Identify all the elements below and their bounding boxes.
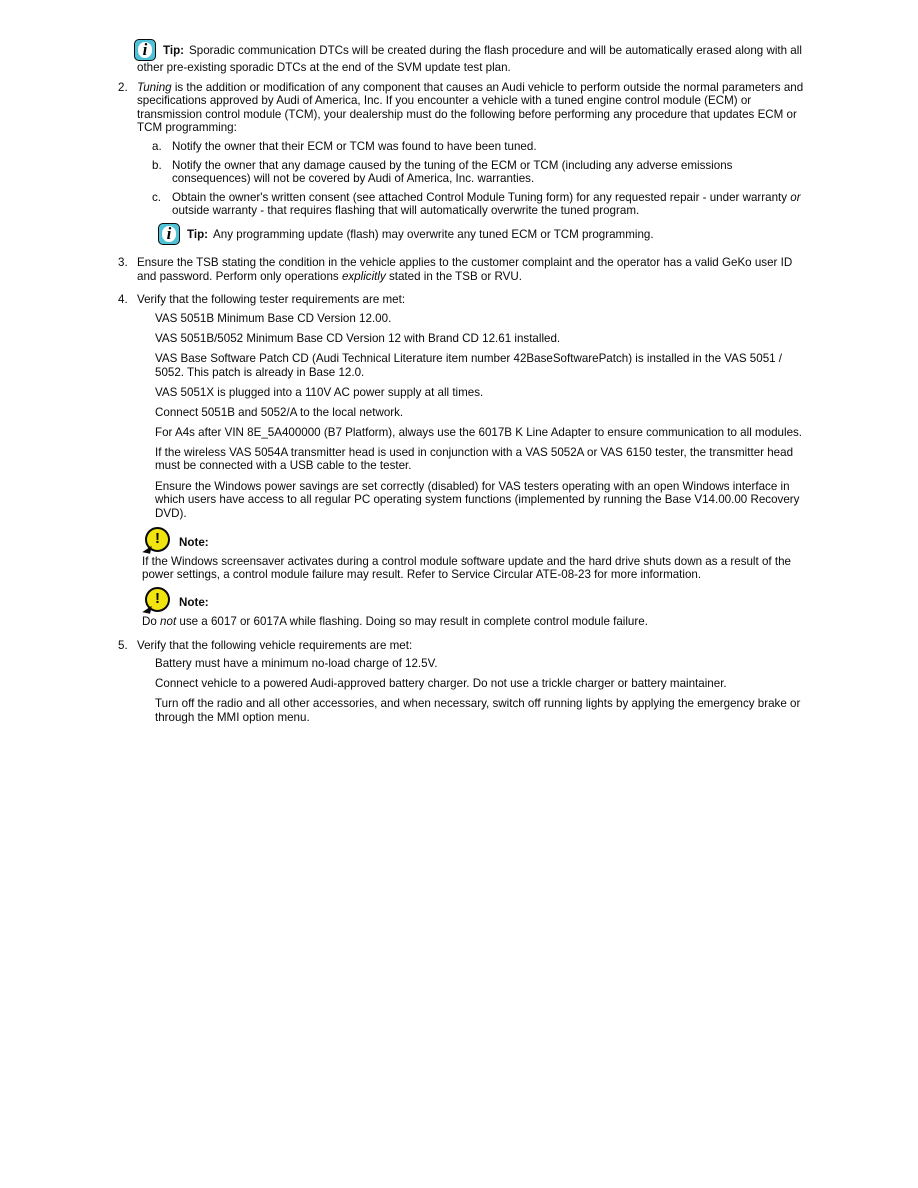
bullet-text: VAS 5051X is plugged into a 110V AC power supply at all times.: [155, 385, 484, 399]
bullet-text: VAS Base Software Patch CD (Audi Technical Literature item number 42BaseSoftwarePatch) is installed in the VAS 5051 / 5052. This patch is already in Base 12.0.: [155, 351, 783, 379]
item-number: 3.: [118, 255, 128, 269]
tip-label: Tip:: [187, 227, 209, 241]
item-text-segment: stated in the TSB or RVU.: [385, 269, 522, 283]
note-text-segment: Do: [142, 615, 161, 629]
bullet-item: [142, 480, 808, 521]
bullet-text: VAS 5051B/5052 Minimum Base CD Version 12 with Brand CD 12.61 installed.: [155, 331, 561, 345]
bullet-icon: [142, 406, 155, 420]
sub-item-b: [152, 159, 808, 186]
bullet-text: VAS 5051B Minimum Base CD Version 12.00.: [155, 311, 392, 325]
tip-text: Sporadic communication DTCs will be created during the flash procedure and will be automatically erased along with all other pre-existing sporadic DTCs at the end of the SVM update test plan.: [137, 44, 802, 74]
item-paragraph: [137, 81, 808, 135]
note-callout-1: [142, 527, 808, 582]
tip-callout-1: [118, 39, 808, 75]
warning-note-icon: [145, 587, 170, 612]
italic-term: explicitly: [341, 269, 386, 283]
bullet-icon: [142, 677, 155, 691]
sub-item-text: [172, 191, 808, 218]
item-body: [137, 293, 808, 634]
bullet-icon: [142, 480, 155, 521]
note-callout-2: [142, 587, 808, 629]
item-body: [137, 256, 808, 288]
bullet-icon: [142, 446, 155, 473]
bullet-icon: [142, 312, 155, 326]
item-paragraph: Verify that the following vehicle requirements are met:: [137, 638, 413, 652]
item-body: [137, 81, 808, 251]
info-tip-icon-glyph: i: [142, 40, 148, 59]
numbered-item-4: [118, 293, 808, 634]
tip-callout-2: [158, 223, 808, 245]
bullet-item: [142, 352, 808, 379]
tip-label: Tip:: [163, 44, 185, 57]
bullet-icon: [142, 332, 155, 346]
bullet-icon: [142, 386, 155, 400]
bullet-icon: [142, 426, 155, 440]
bullet-text: If the wireless VAS 5054A transmitter head is used in conjunction with a VAS 5052A or VAS 6150 tester, the transmitter head must be connected with a USB cable to the tester.: [155, 445, 794, 473]
item-number: 5.: [118, 638, 128, 652]
info-tip-icon: [134, 39, 156, 61]
numbered-item-5: [118, 639, 808, 731]
sub-item-text: Notify the owner that their ECM or TCM was found to have been tuned.: [172, 139, 537, 153]
note-label: Note:: [179, 536, 209, 550]
bullet-text: Ensure the Windows power savings are set correctly (disabled) for VAS testers operating with an open Windows interface in which users have access to all regular PC operating system functions (implemented by running the Base V14.00.00 Recovery DVD).: [155, 479, 800, 520]
sub-item-letter: b.: [152, 158, 162, 172]
bullet-text: For A4s after VIN 8E_5A400000 (B7 Platform), always use the 6017B K Line Adapter to ensure communication to all modules.: [155, 425, 803, 439]
bullet-text: Turn off the radio and all other accessories, and when necessary, switch off running lights by applying the emergency brake or through the MMI option menu.: [155, 697, 801, 724]
bullet-icon: [142, 352, 155, 379]
bullet-item: [142, 426, 808, 440]
italic-term: Tuning: [137, 80, 172, 94]
note-header: [145, 527, 808, 552]
bullet-item: [142, 386, 808, 400]
italic-term: or: [790, 190, 801, 204]
item-text-segment: Ensure the TSB stating the condition in the vehicle applies to the customer complaint and the operator has a valid GeKo user ID and password. Perform only operations: [137, 255, 793, 283]
bullet-item: [142, 446, 808, 473]
bullet-item: [142, 406, 808, 420]
info-tip-icon: [158, 223, 180, 245]
item-text: is the addition or modification of any component that causes an Audi vehicle to perform outside the normal parameters and specifications approved by Audi of America, Inc. If you encounter a vehicle with a tuned engine control module (ECM) or transmission control module (TCM), your dealership must do the following before performing any procedure that updates ECM or TCM programming:: [137, 80, 804, 135]
sub-item-letter: c.: [152, 190, 162, 204]
sub-item-text: Notify the owner that any damage caused by the tuning of the ECM or TCM (including any adverse emissions consequences) will not be covered by Audi of America, Inc. warranties.: [172, 158, 733, 186]
bullet-item: [142, 332, 808, 346]
item-number: 4.: [118, 293, 128, 307]
bullet-item: [142, 312, 808, 326]
warning-note-icon-glyph: !: [155, 590, 160, 608]
numbered-item-2: [118, 81, 808, 251]
sub-item-a: [152, 140, 808, 154]
bullet-item: [142, 677, 808, 691]
note-text: If the Windows screensaver activates during a control module software update and the hard drive shuts down as a result of the power settings, a control module failure may result. Refer to Service Circular ATE-08-23 for more information.: [142, 554, 791, 582]
bullet-icon: [142, 657, 155, 671]
bullet-text: Connect vehicle to a powered Audi-approved battery charger. Do not use a trickle charger or battery maintainer.: [155, 677, 727, 691]
warning-note-icon: [145, 527, 170, 552]
italic-term: not: [160, 615, 177, 629]
item-paragraph: [137, 256, 808, 283]
item-body: [137, 639, 808, 731]
note-label: Note:: [179, 596, 209, 610]
bullet-text: Battery must have a minimum no-load charge of 12.5V.: [155, 657, 438, 671]
document-content: [118, 39, 808, 736]
bullet-item: [142, 697, 808, 724]
bullet-item: [142, 657, 808, 671]
note-header: [145, 587, 808, 612]
sub-item-text-segment: Obtain the owner's written consent (see attached Control Module Tuning form) for any requested repair - under warranty: [172, 190, 791, 204]
info-tip-icon-glyph: i: [166, 223, 172, 243]
note-text-segment: use a 6017 or 6017A while flashing. Doing so may result in complete control module failure.: [176, 615, 648, 629]
sub-item-text-segment: outside warranty - that requires flashing that will automatically overwrite the tuned program.: [172, 204, 640, 218]
bullet-icon: [142, 697, 155, 724]
item-paragraph: Verify that the following tester requirements are met:: [137, 293, 406, 307]
item-number: 2.: [118, 80, 128, 94]
bullet-text: Connect 5051B and 5052/A to the local network.: [155, 405, 404, 419]
tip-text: Any programming update (flash) may overwrite any tuned ECM or TCM programming.: [213, 227, 654, 241]
sub-item-c: [152, 191, 808, 218]
note-text: [142, 615, 808, 629]
sub-item-letter: a.: [152, 139, 162, 153]
numbered-item-3: [118, 256, 808, 288]
warning-note-icon-glyph: !: [155, 529, 160, 547]
